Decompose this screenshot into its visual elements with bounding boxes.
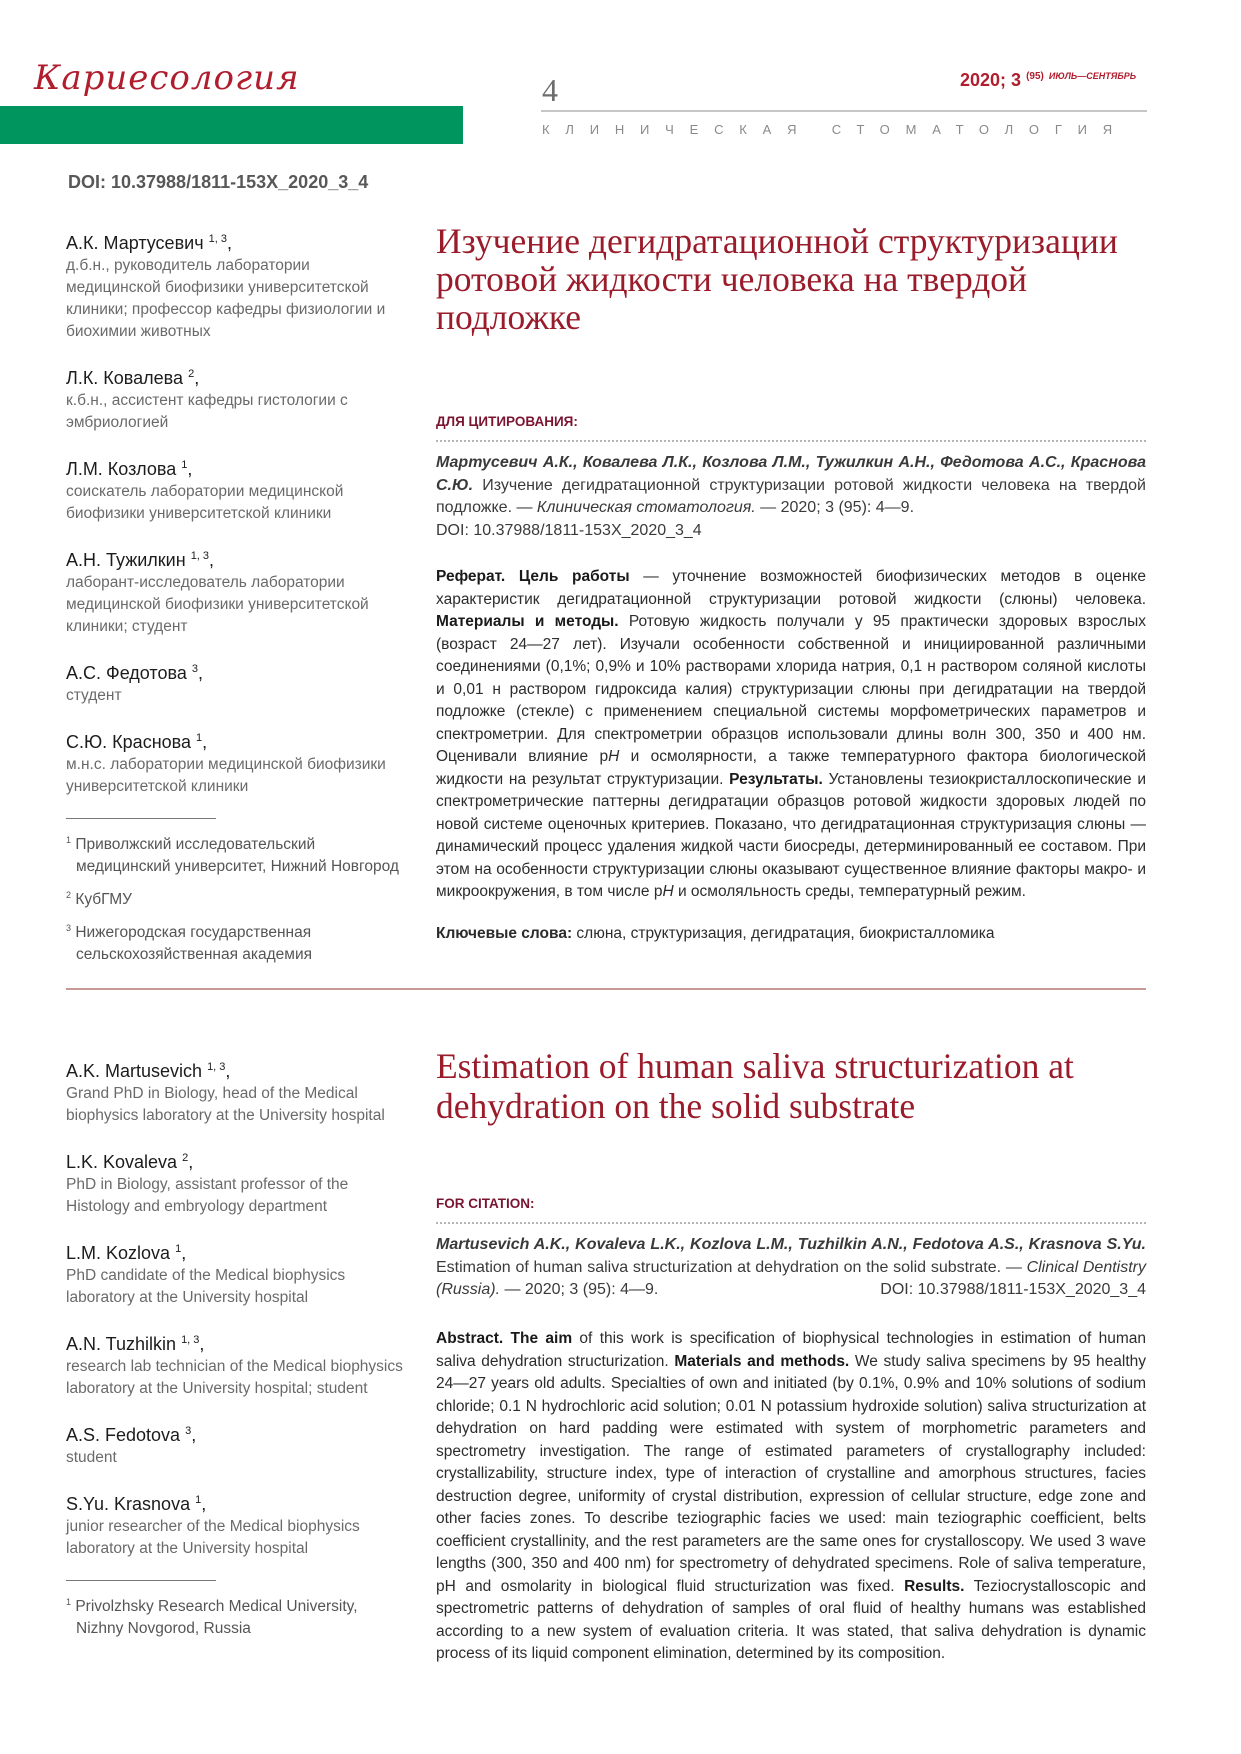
en-methods-text: We study saliva specimens by 95 healthy 24—27 years old adults. Specialties of own and initiated (by 0.1%, 0.9% and 10% solutions of sodium chloride; 0.1 N hydrochloric acid solution; 0.01 N potassium hydroxide solution) saliva structurization at dehydration on hard padding were estimated with system of morphometric parameters and spectrometry investigation. The range of estimated parameters of crystallography included: crystallizability, structure index, type of interaction of crystalline and amorphous structures, facies destruction degree, uniformity of crystal distribution, expression of cellular structure, edge zone and other facies zones. To describe teziographic facies we used: main teziographic coefficient, belts coefficient crystallinity, and the rest parameters are the same ones for crystalloscopy. We used 3 wave lengths (300, 350 and 400 nm) for spectrometry of dehydrated specimens. Role of saliva temperature, pH and osmolarity in biological fluid structurization was fixed.: [436, 1352, 1146, 1595]
affiliation-text: Приволжский исследовательский медицинский университет, Нижний Новгород: [75, 836, 399, 876]
author-affiliation-ref: 1, 3: [181, 1334, 200, 1346]
ru-keywords-text: слюна, структуризация, дегидратация, биокристалломика: [572, 925, 995, 942]
author-entry: [66, 658, 406, 707]
author-name: А.С. Федотова $^3$,: [66, 663, 204, 683]
affiliation-number: 1: [66, 835, 72, 845]
en-citation-authors: Martusevich A.K., Kovaleva L.K., Kozlova L.M., Tuzhilkin A.N., Fedotova A.S., Krasnova S.Yu.: [436, 1236, 1146, 1253]
author-description: junior researcher of the Medical biophysics laboratory at the University hospital: [66, 1518, 360, 1557]
en-citation-dots: [436, 1222, 1146, 1224]
affiliation-number: 2: [66, 890, 72, 901]
author-affiliation-ref: 2: [188, 368, 195, 380]
author-affiliation-ref: 1, 3: [208, 233, 227, 245]
author-entry: [66, 1238, 406, 1309]
author-description: лаборант-исследователь лаборатории медицинской биофизики университетской клиники; студент: [66, 574, 369, 635]
ru-citation-tail: — 2020; 3 (95): 4—9.: [755, 499, 915, 516]
author-affiliation-ref: 1: [196, 732, 203, 744]
author-entry: [66, 1489, 406, 1560]
journal-name: КЛИНИЧЕСКАЯ СТОМАТОЛОГИЯ: [542, 122, 1128, 137]
en-citation: [436, 1234, 1146, 1302]
author-affiliation-ref: 3: [191, 663, 198, 675]
author-name-text: A.K. Martusevich: [66, 1061, 203, 1081]
author-name-text: Л.М. Козлова: [66, 459, 177, 479]
ru-citation: [436, 452, 1146, 542]
affiliation-text: КубГМУ: [75, 891, 132, 909]
affiliations-rule: [66, 1580, 216, 1581]
author-name: A.N. Tuzhilkin $^{1, 3}$,: [66, 1334, 205, 1354]
en-results-text: Teziocrystalloscopic and spectrometric patterns of dehydration of samples of oral fluid of healthy humans was established according to a new system of evaluation criteria. It was stated, that saliva dehydration is dynamic process of its liquid component elimination, determined by its composition.: [436, 1577, 1146, 1662]
en-citation-journal: Clinical Dentistry (Russia).: [436, 1258, 1147, 1298]
author-name: Л.М. Козлова $^1$,: [66, 459, 193, 479]
affiliation-number: 3: [66, 923, 72, 934]
ru-methods-text: Ротовую жидкость получали у 95 практически здоровых взрослых (возраст 24—27 лет). Изучали особенности собственной и инициированной различными соединениями (0,1%; 0,9% и 10% растворами хлорида натрия, 0,1 н раствором соляной кислоты и 0,01 н раствором гидроксида калия) структуризации слюны при дегидратации на твердой подложке (стекле) с применением специальной системы морфометрических параметров и спектрометрии. Для спектрометрии образцов использовали длины волн 300, 350 и 400 нм. Оценивали влияние р: [436, 613, 1146, 765]
ru-citation-doi: DOI: 10.37988/1811-153X_2020_3_4: [436, 521, 702, 539]
ru-keywords-label: Ключевые слова:: [436, 925, 573, 942]
author-entry: [66, 727, 406, 798]
affiliation-item: [66, 884, 406, 911]
header-rule: [541, 110, 1147, 112]
ru-abstract: [436, 566, 1146, 904]
issue-months: ИЮЛЬ—СЕНТЯБРЬ: [1048, 71, 1137, 81]
author-description: PhD candidate of the Medical biophysics laboratory at the University hospital: [66, 1267, 346, 1306]
ru-citation-label: ДЛЯ ЦИТИРОВАНИЯ:: [436, 414, 578, 429]
issue-number: (95): [1026, 71, 1044, 82]
section-logo: Кариесология: [34, 58, 300, 98]
author-affiliation-ref: 2: [182, 1152, 189, 1164]
en-citation-title: Estimation of human saliva structurization at dehydration on the solid substrate. —: [436, 1258, 1027, 1276]
en-authors-column: [66, 1056, 406, 1646]
author-name-text: S.Yu. Krasnova: [66, 1494, 191, 1514]
ru-article-title: Изучение дегидратационной структуризации ротовой жидкости человека на твердой подложке: [436, 221, 1118, 337]
author-name-text: А.Н. Тужилкин: [66, 550, 186, 570]
author-affiliation-ref: 1, 3: [190, 550, 210, 562]
en-abstract-label: Abstract.: [436, 1330, 504, 1347]
author-name: A.S. Fedotova $^3$,: [66, 1425, 197, 1445]
author-name-text: А.К. Мартусевич: [66, 233, 204, 253]
en-citation-tail: — 2020; 3 (95): 4—9.: [500, 1281, 659, 1298]
affiliations-rule: [66, 818, 216, 819]
ru-results-text-2: и осмоляльность среды, температурный режим.: [673, 883, 1026, 900]
author-description: research lab technician of the Medical biophysics laboratory at the University hospital; student: [66, 1358, 403, 1397]
author-name: A.K. Martusevich $^{1, 3}$,: [66, 1061, 231, 1081]
ru-methods-ph: H: [608, 748, 620, 765]
author-description: Grand PhD in Biology, head of the Medical biophysics laboratory at the University hospital: [66, 1085, 385, 1124]
ru-citation-journal: Клиническая стоматология.: [536, 499, 756, 516]
author-entry: [66, 454, 406, 525]
author-affiliation-ref: 1: [195, 1494, 202, 1506]
author-name-text: A.S. Fedotova: [66, 1425, 181, 1445]
ru-results-ph: H: [662, 883, 674, 900]
author-name-text: L.M. Kozlova: [66, 1243, 171, 1263]
author-name: S.Yu. Krasnova $^1$,: [66, 1494, 207, 1514]
en-aim-text: of this work is specification of biophysical technologies in estimation of human saliva dehydration structurization.: [436, 1330, 1146, 1370]
ru-results-label: Результаты.: [729, 770, 823, 788]
en-citation-doi: DOI: 10.37988/1811-153X_2020_3_4: [880, 1281, 1146, 1298]
ru-keywords: [436, 925, 1146, 943]
en-methods-label: Materials and methods.: [674, 1352, 850, 1370]
author-entry: [66, 228, 406, 343]
ru-authors-column: [66, 228, 406, 972]
author-name-text: A.N. Tuzhilkin: [66, 1334, 177, 1354]
author-description: соискатель лаборатории медицинской биофизики университетской клиники: [66, 483, 344, 522]
en-article-title: Estimation of human saliva structurization at dehydration on the solid substrate: [436, 1046, 1074, 1126]
ru-results-text: Установлены тезиокристаллоскопические и спектрометрические паттерны дегидратации образцов ротовой жидкости здоровых людей по новой системе оценочных критериев. Показано, что дегидратационная структуризация слюны — динамический процесс удаления жидкой части биосреды, детерминированный ее составом. При этом на особенности структуризации слюны оказывают существенное влияние факторы макро- и микроокружения, в том числе р: [436, 770, 1147, 900]
en-results-label: Results.: [904, 1577, 965, 1595]
affiliation-item: [66, 829, 406, 878]
en-citation-label: FOR CITATION:: [436, 1196, 535, 1211]
ru-methods-text-2: и осмолярности, а также температурного фактора биологической жидкости на результат структуризации.: [436, 748, 1146, 788]
author-entry: [66, 1147, 406, 1218]
ru-citation-dots: [436, 440, 1146, 442]
author-affiliation-ref: 1: [175, 1243, 182, 1255]
article-doi: DOI: 10.37988/1811-153X_2020_3_4: [68, 172, 369, 192]
author-affiliation-ref: 1: [181, 459, 188, 471]
author-name: А.К. Мартусевич $^{1, 3}$,: [66, 233, 232, 253]
author-entry: [66, 1420, 406, 1469]
ru-citation-authors: Мартусевич А.К., Ковалева Л.К., Козлова Л.М., Тужилкин А.Н., Федотова А.С., Краснова С.Ю.: [436, 454, 1146, 494]
ru-citation-title: Изучение дегидратационной структуризации ротовой жидкости человека на твердой подложке. —: [436, 476, 1146, 516]
section-color-bar: [0, 106, 463, 144]
author-affiliation-ref: 1, 3: [207, 1061, 226, 1073]
author-name: С.Ю. Краснова $^1$,: [66, 732, 208, 752]
author-name: Л.К. Ковалева $^2$,: [66, 368, 200, 388]
author-description: PhD in Biology, assistant professor of the Histology and embryology department: [66, 1176, 349, 1215]
issue-info: [960, 70, 1136, 91]
author-entry: [66, 1056, 406, 1127]
author-name: А.Н. Тужилкин $^{1, 3}$,: [66, 550, 215, 570]
author-name-text: Л.К. Ковалева: [66, 368, 184, 388]
author-entry: [66, 363, 406, 434]
section-divider: [66, 988, 1146, 990]
ru-aim-label: Цель работы: [518, 568, 630, 585]
author-description: д.б.н., руководитель лаборатории медицинской биофизики университетской клиники; профессор кафедры физиологии и биохимии животных: [66, 257, 386, 340]
author-description: м.н.с. лаборатории медицинской биофизики университетской клиники: [66, 756, 386, 795]
issue-year-number: 2020; 3: [960, 70, 1022, 90]
ru-methods-label: Материалы и методы.: [436, 613, 619, 630]
ru-abstract-label: Реферат.: [436, 568, 506, 585]
author-description: студент: [66, 687, 122, 704]
page-number: 4: [542, 72, 558, 108]
en-abstract: [436, 1328, 1146, 1666]
affiliation-text: Privolzhsky Research Medical University, Nizhny Novgorod, Russia: [75, 1598, 358, 1638]
en-aim-label: The aim: [510, 1330, 573, 1347]
author-description: student: [66, 1449, 117, 1466]
author-description: к.б.н., ассистент кафедры гистологии с эмбриологией: [66, 392, 348, 431]
affiliation-item: [66, 917, 406, 966]
affiliation-number: 1: [66, 1597, 72, 1607]
affiliation-item: [66, 1591, 406, 1640]
author-name: L.M. Kozlova $^1$,: [66, 1243, 187, 1263]
author-affiliation-ref: 3: [185, 1425, 192, 1437]
author-name: L.K. Kovaleva $^2$,: [66, 1152, 194, 1172]
author-entry: [66, 1329, 406, 1400]
author-name-text: L.K. Kovaleva: [66, 1152, 178, 1172]
affiliation-text: Нижегородская государственная сельскохозяйственная академия: [75, 924, 313, 964]
author-name-text: С.Ю. Краснова: [66, 732, 192, 752]
author-name-text: А.С. Федотова: [66, 663, 187, 683]
author-entry: [66, 545, 406, 638]
ru-aim-text: — уточнение возможностей биофизических методов в оценке характеристик дегидратационной структуризации ротовой жидкости (слюны) человека.: [436, 568, 1147, 608]
